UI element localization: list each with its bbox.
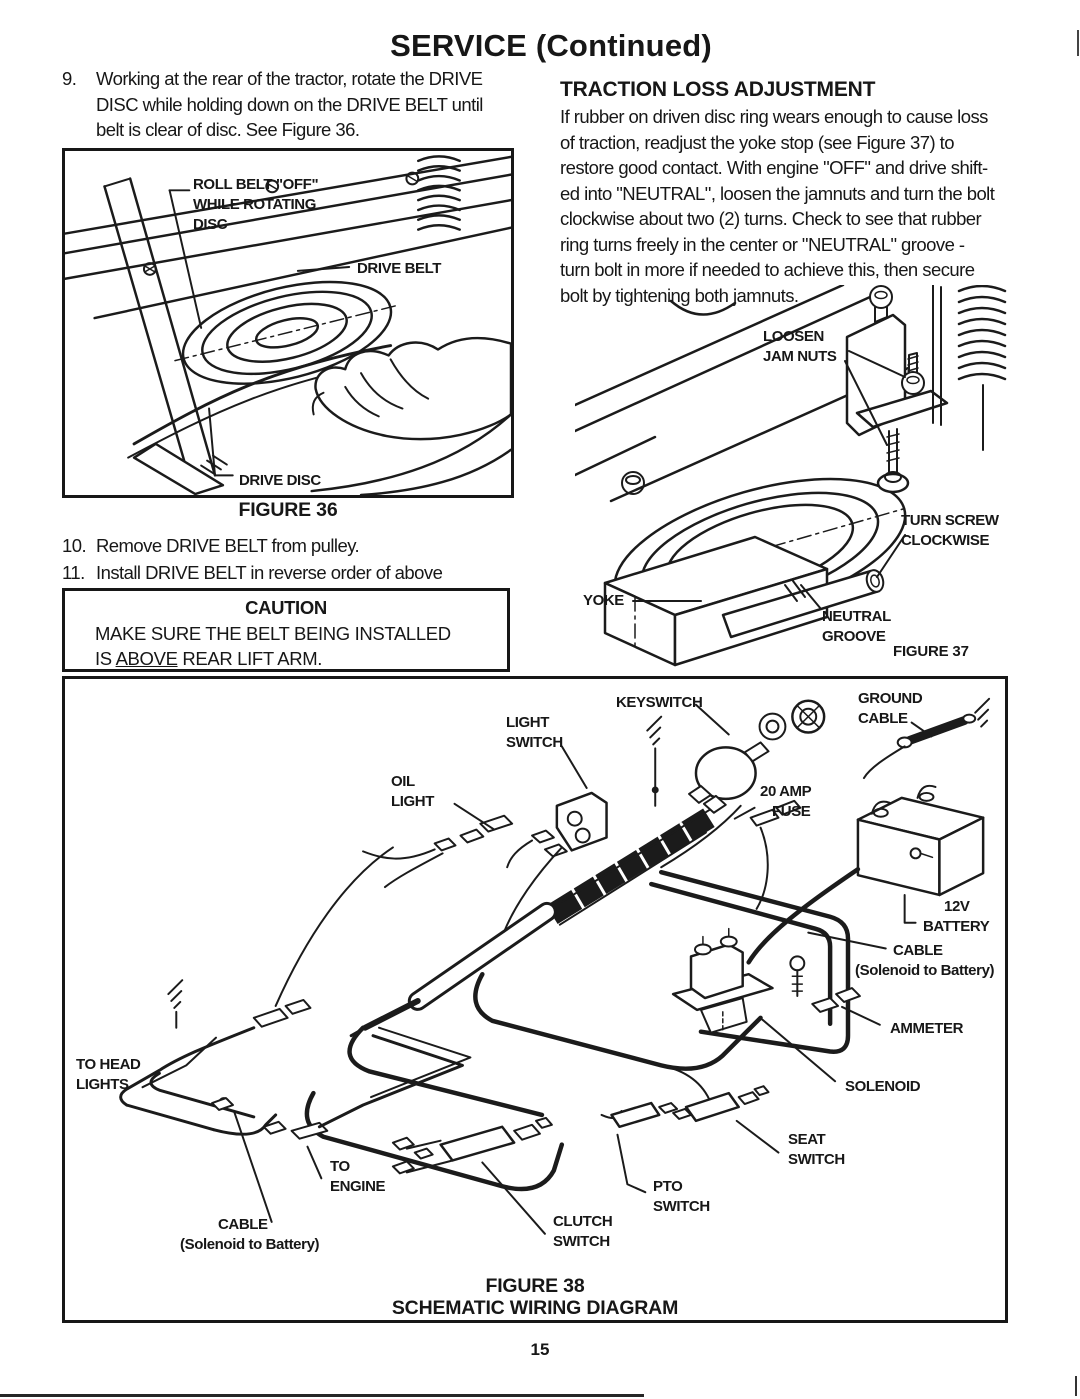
caution-line2-pre: IS bbox=[95, 648, 116, 669]
traction-line-6: ring turns freely in the center or "NEUTRAL" groove - bbox=[560, 233, 965, 255]
step-9-text bbox=[96, 66, 483, 143]
engine-connector-art bbox=[292, 1028, 471, 1139]
spring-art bbox=[933, 285, 1005, 450]
figure37-label-yoke: YOKE bbox=[583, 592, 624, 609]
to-engine-line-2: ENGINE bbox=[330, 1178, 386, 1195]
pto-switch-line-2: SWITCH bbox=[653, 1198, 710, 1215]
clutch-switch-art bbox=[393, 1118, 552, 1173]
traction-heading: TRACTION LOSS ADJUSTMENT bbox=[560, 78, 876, 101]
light-switch-line-2: SWITCH bbox=[506, 734, 563, 751]
traction-line-7: turn bolt in more if needed to achieve this, then secure bbox=[560, 259, 975, 280]
figure38-label-keyswitch: KEYSWITCH bbox=[616, 694, 703, 711]
figure38-label-cable-left bbox=[180, 1215, 319, 1255]
step-9-number: 9. bbox=[62, 68, 77, 89]
figure37-label-loosen bbox=[763, 327, 836, 367]
traction-line-8: bolt by tightening both jamnuts. bbox=[560, 284, 799, 306]
step-9-line-2: DISC while holding down on the DRIVE BELT until bbox=[96, 93, 483, 115]
figure38-frame bbox=[62, 676, 1008, 1323]
figure38-label-ammeter: AMMETER bbox=[890, 1020, 964, 1037]
seat-switch-art bbox=[673, 1086, 768, 1121]
roll-belt-line-2: WHILE ROTATING bbox=[193, 196, 316, 213]
roll-belt-line-1: ROLL BELT "OFF" bbox=[193, 176, 319, 193]
battery-line-1: 12V bbox=[944, 898, 970, 915]
cable-right-line-2: (Solenoid to Battery) bbox=[855, 962, 995, 979]
caution-box bbox=[62, 588, 510, 672]
neutral-groove-line-2: GROOVE bbox=[822, 628, 886, 645]
figure37-caption: FIGURE 37 bbox=[893, 643, 969, 660]
caution-title: CAUTION bbox=[245, 597, 327, 618]
oil-light-line-1: OIL bbox=[391, 773, 415, 790]
step-11-text: Install DRIVE BELT in reverse order of above bbox=[96, 562, 443, 583]
oil-light-line-2: LIGHT bbox=[391, 793, 434, 810]
cable-left-line-1: CABLE bbox=[218, 1216, 268, 1233]
figure36-label-roll-belt bbox=[193, 175, 318, 235]
battery-line-2: BATTERY bbox=[923, 918, 990, 935]
to-head-lights-line-2: LIGHTS bbox=[76, 1076, 129, 1093]
cable-left-line-2: (Solenoid to Battery) bbox=[180, 1236, 320, 1253]
to-engine-line-1: TO bbox=[330, 1158, 350, 1175]
step-10 bbox=[62, 533, 359, 559]
figure38-label-fuse bbox=[760, 782, 811, 822]
traction-paragraph bbox=[560, 104, 994, 308]
figure38-label-ground-cable bbox=[858, 689, 922, 729]
light-switch-line-1: LIGHT bbox=[506, 714, 549, 731]
figure38-caption-line-1: FIGURE 38 bbox=[485, 1275, 585, 1297]
scan-artifact-right-top bbox=[1077, 30, 1079, 56]
loosen-line-1: LOOSEN bbox=[763, 328, 824, 345]
traction-line-4: ed into "NEUTRAL", loosen the jamnuts and turn the bolt bbox=[560, 182, 995, 204]
clutch-switch-line-1: CLUTCH bbox=[553, 1213, 613, 1230]
caution-line2-underlined: ABOVE bbox=[115, 648, 178, 669]
clutch-switch-line-2: SWITCH bbox=[553, 1233, 610, 1250]
seat-switch-line-2: SWITCH bbox=[788, 1151, 845, 1168]
figure37-area bbox=[575, 285, 1030, 670]
page-title: SERVICE (Continued) bbox=[390, 28, 712, 63]
scan-edge-line bbox=[0, 1394, 644, 1397]
page-number: 15 bbox=[530, 1340, 550, 1359]
ground-symbol-icon bbox=[647, 717, 661, 806]
figure38-label-light-switch bbox=[506, 713, 563, 753]
caution-line2-post: REAR LIFT ARM. bbox=[177, 648, 323, 669]
ammeter-art bbox=[812, 988, 860, 1012]
figure38-label-to-engine bbox=[330, 1157, 385, 1197]
traction-line-2: of traction, readjust the yoke stop (see Figure 37) to bbox=[560, 131, 954, 153]
roll-belt-line-3: DISC bbox=[193, 216, 228, 233]
figure37-label-turn-screw bbox=[901, 511, 999, 551]
figure36-label-drive-disc: DRIVE DISC bbox=[239, 472, 321, 489]
loosen-line-2: JAM NUTS bbox=[763, 348, 837, 365]
step-10-number: 10. bbox=[62, 535, 87, 556]
figure37-label-neutral-groove bbox=[822, 607, 891, 647]
figure36-frame bbox=[62, 148, 514, 498]
figure38-label-pto-switch bbox=[653, 1177, 710, 1217]
turn-screw-line-1: TURN SCREW bbox=[901, 512, 999, 529]
step-11 bbox=[62, 560, 442, 586]
step-10-text: Remove DRIVE BELT from pulley. bbox=[96, 535, 360, 556]
figure36-caption: FIGURE 36 bbox=[238, 499, 338, 521]
pto-switch-art bbox=[612, 1103, 678, 1127]
to-head-lights-line-1: TO HEAD bbox=[76, 1056, 141, 1073]
scan-artifact-right-bottom bbox=[1075, 1376, 1077, 1396]
figure38-label-solenoid: SOLENOID bbox=[845, 1078, 921, 1095]
figure38-label-oil-light bbox=[391, 772, 434, 812]
step-9-line-3: belt is clear of disc. See Figure 36. bbox=[96, 119, 360, 140]
spring-art bbox=[418, 156, 459, 229]
figure38-caption-line-2: SCHEMATIC WIRING DIAGRAM bbox=[391, 1297, 679, 1319]
caution-line-1: MAKE SURE THE BELT BEING INSTALLED bbox=[95, 623, 451, 644]
harness-bundle-art bbox=[351, 808, 713, 1036]
figure36-label-drive-belt: DRIVE BELT bbox=[357, 260, 442, 277]
fuse-line-1: 20 AMP bbox=[760, 783, 812, 800]
fuse-line-2: FUSE bbox=[772, 803, 811, 820]
ground-cable-line-2: CABLE bbox=[858, 710, 908, 727]
step-9 bbox=[62, 66, 483, 143]
seat-switch-line-1: SEAT bbox=[788, 1131, 826, 1148]
traction-line-3: restore good contact. With engine "OFF" and drive shift- bbox=[560, 157, 988, 178]
traction-line-1: If rubber on driven disc ring wears enough to cause loss bbox=[560, 106, 988, 127]
traction-line-5: clockwise about two (2) turns. Check to see that rubber bbox=[560, 208, 982, 229]
solenoid-art bbox=[673, 929, 804, 1033]
figure38-label-battery bbox=[923, 897, 989, 937]
neutral-groove-line-1: NEUTRAL bbox=[822, 608, 891, 625]
light-switch-art bbox=[507, 793, 606, 867]
figure38-label-clutch-switch bbox=[553, 1212, 612, 1252]
figure38-label-to-head-lights bbox=[76, 1055, 140, 1095]
step-9-line-1: Working at the rear of the tractor, rotate the DRIVE bbox=[96, 68, 483, 89]
caution-line-2 bbox=[95, 648, 322, 670]
ground-cable-line-1: GROUND bbox=[858, 690, 923, 707]
figure38-label-seat-switch bbox=[788, 1130, 845, 1170]
headlight-harness-art bbox=[121, 980, 311, 1134]
pto-switch-line-1: PTO bbox=[653, 1178, 683, 1195]
turn-screw-line-2: CLOCKWISE bbox=[901, 532, 990, 549]
figure38-label-cable-right bbox=[855, 941, 994, 981]
step-11-number: 11. bbox=[62, 562, 85, 583]
cable-right-line-1: CABLE bbox=[893, 942, 943, 959]
